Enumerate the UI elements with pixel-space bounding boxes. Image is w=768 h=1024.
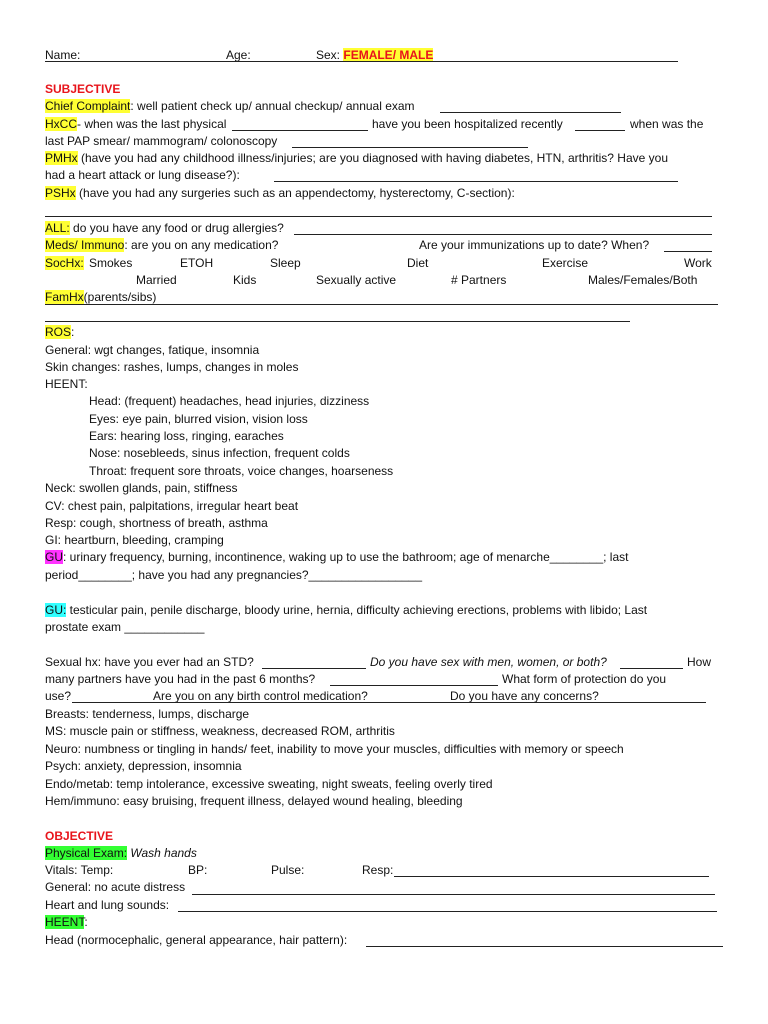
ros-resp: Resp: cough, shortness of breath, asthma (45, 516, 268, 530)
hxcc-q1: - when was the last physical (77, 117, 227, 131)
ros-psych: Psych: anxiety, depression, insomnia (45, 759, 242, 773)
physical-exam-note: Wash hands (127, 846, 197, 860)
pmhx-line (45, 151, 668, 166)
hxcc-q2: have you been hospitalized recently (372, 117, 563, 131)
sochx-kids: Kids (233, 273, 257, 287)
heent-label: HEENT (45, 915, 85, 929)
ros-heent: HEENT: (45, 377, 88, 391)
gu-male-label: GU: (45, 603, 67, 617)
sochx-diet: Diet (407, 256, 429, 270)
vitals-temp: Vitals: Temp: (45, 863, 114, 877)
meds-underline (664, 251, 712, 252)
ros-gi: GI: heartburn, bleeding, cramping (45, 533, 224, 547)
sexual-underline-1 (262, 668, 366, 669)
header-underline (45, 61, 678, 62)
sochx-exercise: Exercise (542, 256, 589, 270)
sexual-hx-q5: Are you on any birth control medication? (153, 689, 368, 703)
sexual-hx-cont1: many partners have you had in the past 6 months? (45, 672, 316, 686)
ros-gu-male (45, 603, 647, 618)
name-label: Name: (45, 48, 81, 62)
objective-heading: OBJECTIVE (45, 829, 114, 843)
vitals-resp: Resp: (362, 863, 394, 877)
sochx-work: Work (684, 256, 712, 270)
sochx-sexually-active: Sexually active (316, 273, 397, 287)
sochx-label: SocHx: (45, 256, 84, 270)
sochx-sleep: Sleep (270, 256, 301, 270)
vitals-underline (394, 876, 709, 877)
sexual-underline-2 (620, 668, 683, 669)
sochx-married: Married (136, 273, 177, 287)
hxcc-line (45, 117, 226, 132)
famhx-text: (parents/sibs) (83, 290, 157, 304)
sexual-underline-3 (330, 685, 498, 686)
exam-general: General: no acute distress (45, 880, 186, 894)
hxcc-q3: when was the (630, 117, 704, 131)
pshx-text: (have you had any surgeries such as an appendectomy, hysterectomy, C-section): (75, 186, 515, 200)
ros-ms: MS: muscle pain or stiffness, weakness, decreased ROM, arthritis (45, 724, 395, 738)
sochx-partners: # Partners (451, 273, 507, 287)
meds-label: Meds/ Immuno (45, 238, 125, 252)
sexual-underline-4 (72, 702, 706, 703)
sochx-smokes: Smokes (89, 256, 133, 270)
hxcc-label: HxCC (45, 117, 77, 131)
meds-line (45, 238, 278, 253)
ros-nose: Nose: nosebleeds, sinus infection, frequent colds (89, 446, 350, 460)
gu-female-text: : urinary frequency, burning, incontinence, waking up to use the bathroom; age of menarche________; last (63, 550, 629, 564)
ros-label: ROS (45, 325, 72, 339)
pmhx-cont: had a heart attack or lung disease?): (45, 168, 240, 182)
chief-complaint-text: : well patient check up/ annual checkup/ annual exam (130, 99, 415, 113)
physical-exam-label: Physical Exam: (45, 846, 128, 860)
famhx-underline-2 (45, 321, 630, 322)
ros-head: Head: (frequent) headaches, head injuries, dizziness (89, 394, 370, 408)
meds-q1: : are you on any medication? (124, 238, 279, 252)
sex-label-text: Sex: (316, 48, 341, 62)
ros-endo: Endo/metab: temp intolerance, excessive sweating, night sweats, feeling overly tired (45, 777, 493, 791)
pmhx-underline (274, 181, 678, 182)
heart-lung-underline (178, 911, 717, 912)
pshx-underline (45, 216, 712, 217)
sexual-hx-q4: What form of protection do you (502, 672, 667, 686)
pmhx-text: (have you had any childhood illness/injuries; are you diagnosed with having diabetes, HTN, arthritis? Have you (77, 151, 669, 165)
hxcc-underline-3 (292, 147, 528, 148)
vitals-pulse: Pulse: (271, 863, 305, 877)
gu-male-text: testicular pain, penile discharge, bloody urine, hernia, difficulty achieving erections, problems with libido; Last (66, 603, 648, 617)
exam-heart-lung: Heart and lung sounds: (45, 898, 170, 912)
ros-general: General: wgt changes, fatique, insomnia (45, 343, 260, 357)
general-underline (192, 894, 715, 895)
physical-exam (45, 846, 197, 861)
pshx-line (45, 186, 515, 201)
exam-head: Head (normocephalic, general appearance, hair pattern): (45, 933, 348, 947)
pmhx-label: PMHx (45, 151, 78, 165)
famhx-line (45, 290, 156, 305)
meds-q2: Are your immunizations up to date? When? (419, 238, 650, 252)
ros-skin: Skin changes: rashes, lumps, changes in moles (45, 360, 299, 374)
ros-throat: Throat: frequent sore throats, voice changes, hoarseness (89, 464, 394, 478)
sexual-hx-q1: Sexual hx: have you ever had an STD? (45, 655, 254, 669)
ros-neck: Neck: swollen glands, pain, stiffness (45, 481, 238, 495)
pshx-label: PSHx (45, 186, 76, 200)
ros-hem: Hem/immuno: easy bruising, frequent illness, delayed wound healing, bleeding (45, 794, 463, 808)
hxcc-underline-1 (232, 130, 368, 131)
sexual-hx-q3: How (687, 655, 712, 669)
sexual-hx-q2: Do you have sex with men, women, or both? (370, 655, 607, 669)
hxcc-underline-2 (575, 130, 625, 131)
cc-underline (440, 112, 621, 113)
age-label: Age: (226, 48, 251, 62)
ros-gu-female (45, 550, 628, 565)
sexual-hx-cont2: use? (45, 689, 72, 703)
gu-female-label: GU (45, 550, 63, 564)
ros-neuro: Neuro: numbness or tingling in hands/ feet, inability to move your muscles, difficulties with memory or speech (45, 742, 624, 756)
ros-eyes: Eyes: eye pain, blurred vision, vision loss (89, 412, 308, 426)
ros-breasts: Breasts: tenderness, lumps, discharge (45, 707, 250, 721)
sex-value: FEMALE/ MALE (343, 48, 434, 62)
famhx-label: FamHx (45, 290, 84, 304)
exam-heent (45, 915, 88, 930)
chief-complaint-label: Chief Complaint (45, 99, 131, 113)
vitals-bp: BP: (188, 863, 208, 877)
ros-gu-male-cont: prostate exam ____________ (45, 620, 205, 634)
famhx-underline-1 (45, 304, 718, 305)
ros-cv: CV: chest pain, palpitations, irregular heart beat (45, 499, 299, 513)
ros-heading (45, 325, 74, 340)
all-line (45, 221, 284, 236)
hxcc-q3-cont: last PAP smear/ mammogram/ colonoscopy (45, 134, 278, 148)
head-underline (366, 946, 723, 947)
ros-colon: : (71, 325, 75, 339)
chief-complaint (45, 99, 415, 114)
ros-ears: Ears: hearing loss, ringing, earaches (89, 429, 284, 443)
all-text: do you have any food or drug allergies? (69, 221, 284, 235)
sochx-males-females: Males/Females/Both (588, 273, 698, 287)
sexual-hx-q6: Do you have any concerns? (450, 689, 599, 703)
heent-colon: : (84, 915, 88, 929)
all-underline (294, 234, 712, 235)
subjective-heading: SUBJECTIVE (45, 82, 121, 96)
ros-gu-female-cont: period________; have you had any pregnancies?_________________ (45, 568, 422, 582)
sochx-etoh: ETOH (180, 256, 214, 270)
sochx-label-wrap (45, 256, 84, 271)
all-label: ALL: (45, 221, 70, 235)
